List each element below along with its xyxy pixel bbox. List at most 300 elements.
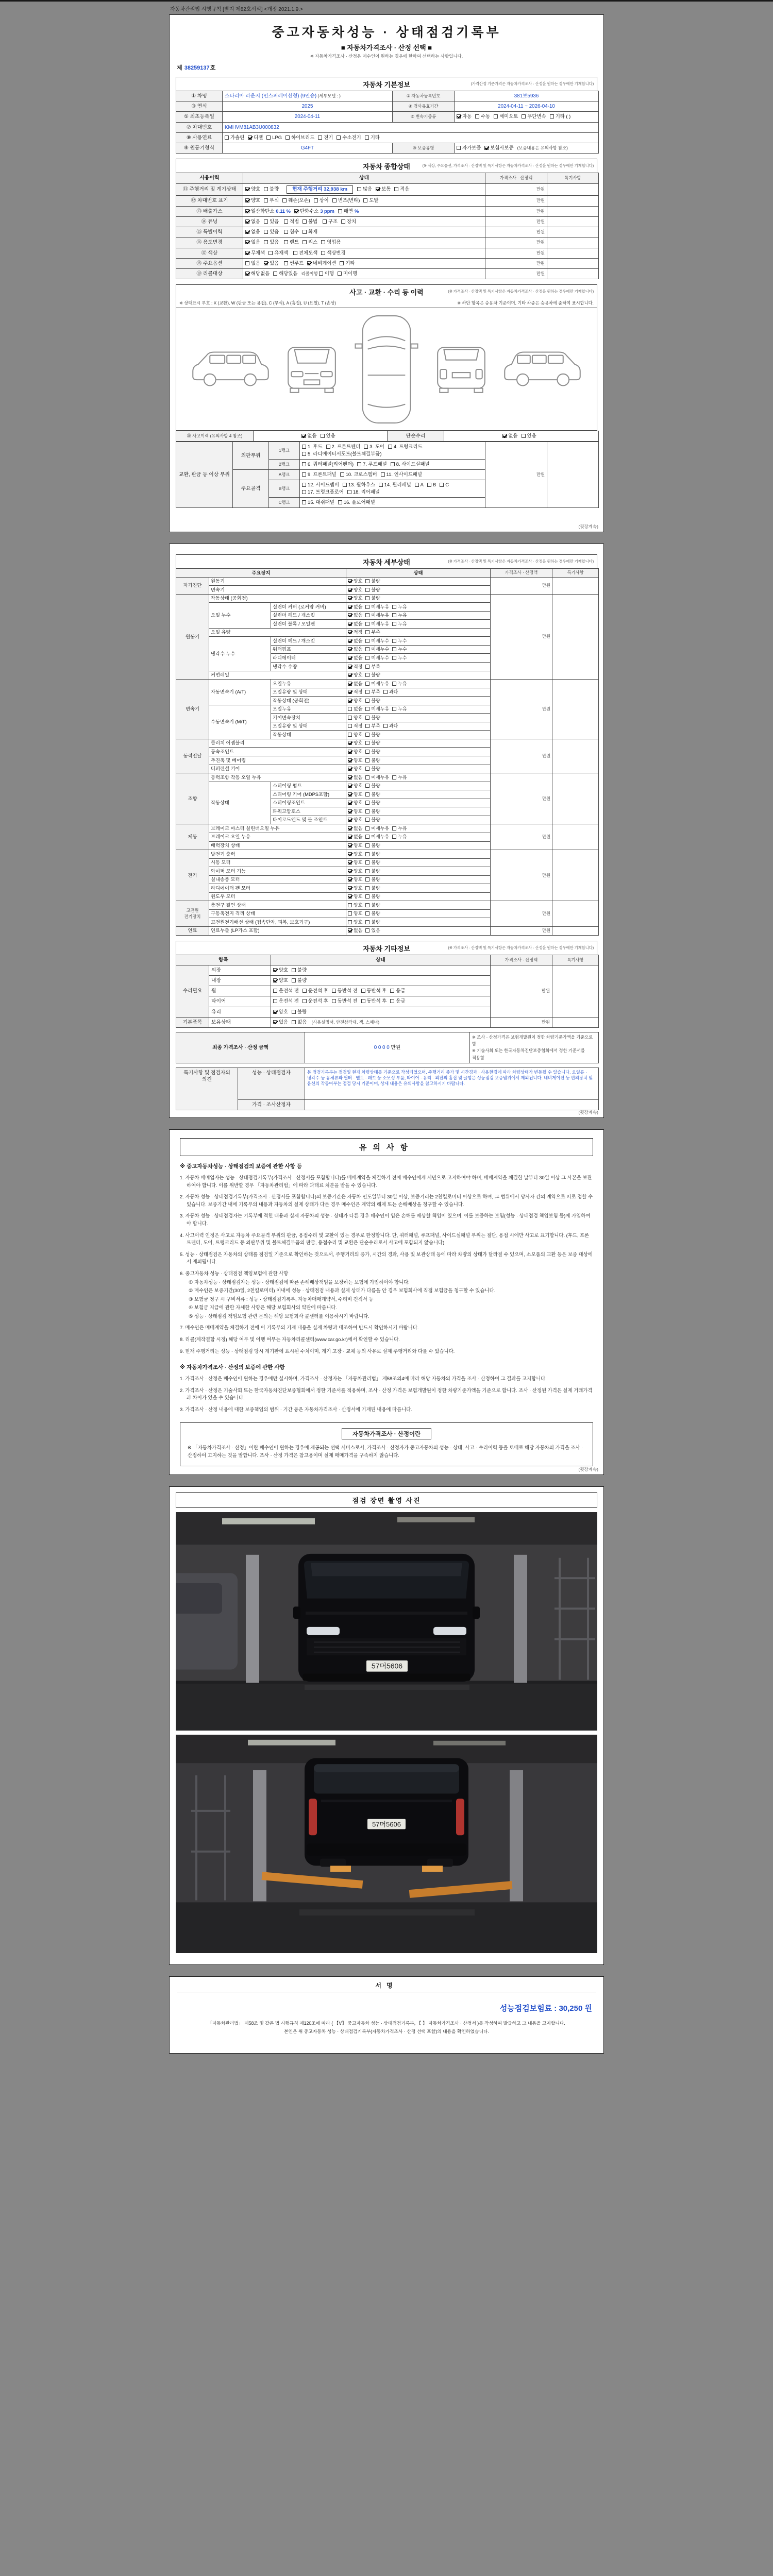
checkbox[interactable]: [365, 665, 369, 669]
checkbox[interactable]: [302, 490, 306, 494]
checkbox-option[interactable]: 없음: [348, 621, 362, 627]
checkbox-option[interactable]: 18. 리어패널: [347, 489, 380, 496]
checkbox[interactable]: [365, 716, 369, 720]
checkbox-option[interactable]: 불량: [365, 715, 380, 721]
checkbox-option[interactable]: 11. 인사이드패널: [381, 471, 422, 478]
checkbox-option[interactable]: 변조(변타): [332, 197, 360, 204]
checkbox[interactable]: [365, 894, 369, 899]
checkbox-option[interactable]: 불량: [365, 808, 380, 815]
checkbox-option[interactable]: 탄화수소 3 ppm: [294, 208, 334, 215]
checkbox[interactable]: [475, 114, 479, 118]
checkbox[interactable]: [365, 877, 369, 882]
checkbox-option[interactable]: 해당있음: [273, 270, 297, 277]
checkbox-option[interactable]: 있음: [321, 433, 335, 439]
checkbox[interactable]: [348, 605, 352, 609]
checkbox[interactable]: [348, 682, 352, 686]
checkbox[interactable]: [245, 219, 249, 224]
checkbox-option[interactable]: 운전석 전: [273, 998, 299, 1005]
checkbox-option[interactable]: A: [415, 482, 424, 488]
checkbox[interactable]: [245, 230, 249, 234]
checkbox[interactable]: [457, 146, 461, 150]
checkbox[interactable]: [365, 724, 369, 728]
checkbox-option[interactable]: 없음: [245, 229, 260, 235]
checkbox[interactable]: [348, 886, 352, 890]
checkbox[interactable]: [338, 209, 342, 213]
checkbox[interactable]: [348, 920, 352, 924]
checkbox-option[interactable]: 불량: [365, 587, 380, 593]
checkbox[interactable]: [383, 724, 388, 728]
checkbox[interactable]: [264, 187, 268, 191]
checkbox[interactable]: [284, 219, 288, 224]
checkbox-option[interactable]: 네비게이션: [307, 260, 336, 267]
checkbox-option[interactable]: 5. 라디에이터서포트(볼트체결부품): [302, 451, 381, 457]
checkbox[interactable]: [365, 869, 369, 873]
checkbox[interactable]: [365, 903, 369, 907]
checkbox[interactable]: [365, 792, 369, 796]
checkbox[interactable]: [314, 198, 318, 202]
checkbox-option[interactable]: 양호: [273, 967, 288, 974]
checkbox-option[interactable]: 없음: [348, 612, 362, 618]
checkbox-option[interactable]: 미세누유: [365, 706, 389, 712]
checkbox-option[interactable]: 자동: [457, 113, 472, 120]
checkbox-option[interactable]: 불량: [292, 977, 307, 984]
checkbox[interactable]: [348, 724, 352, 728]
checkbox-option[interactable]: 불량: [365, 783, 380, 789]
checkbox-option[interactable]: B: [427, 482, 436, 488]
checkbox[interactable]: [319, 272, 323, 276]
checkbox[interactable]: [284, 261, 288, 265]
checkbox-option[interactable]: 미세누유: [365, 834, 389, 840]
checkbox[interactable]: [365, 741, 369, 745]
checkbox[interactable]: [494, 114, 498, 118]
checkbox-option[interactable]: 양호: [348, 808, 362, 815]
checkbox-option[interactable]: 6. 쿼터패널(리어펜더): [302, 461, 354, 468]
checkbox-option[interactable]: 있음: [264, 260, 279, 267]
checkbox[interactable]: [303, 230, 307, 234]
checkbox[interactable]: [392, 707, 396, 711]
checkbox-option[interactable]: 3. 도어: [364, 444, 384, 450]
checkbox-option[interactable]: 없음: [292, 1019, 307, 1026]
checkbox-option[interactable]: 불량: [365, 595, 380, 601]
checkbox[interactable]: [348, 894, 352, 899]
checkbox-option[interactable]: 없음: [348, 681, 362, 687]
checkbox[interactable]: [392, 622, 396, 626]
checkbox[interactable]: [392, 775, 396, 779]
checkbox-option[interactable]: 과다: [383, 723, 398, 729]
checkbox-option[interactable]: 유채색: [268, 250, 288, 257]
checkbox-option[interactable]: 양호: [348, 766, 362, 772]
checkbox[interactable]: [302, 452, 306, 456]
checkbox[interactable]: [365, 622, 369, 626]
checkbox-option[interactable]: 양호: [348, 885, 362, 891]
checkbox-option[interactable]: 화재: [303, 229, 317, 235]
checkbox[interactable]: [365, 682, 369, 686]
checkbox[interactable]: [348, 911, 352, 916]
checkbox[interactable]: [348, 699, 352, 703]
checkbox[interactable]: [284, 230, 288, 234]
checkbox[interactable]: [273, 1010, 277, 1014]
checkbox[interactable]: [392, 613, 396, 617]
checkbox-option[interactable]: 있음: [264, 229, 279, 235]
checkbox-option[interactable]: 양호: [348, 902, 362, 908]
checkbox-option[interactable]: 양호: [348, 919, 362, 925]
checkbox[interactable]: [365, 596, 369, 600]
checkbox[interactable]: [302, 462, 306, 466]
checkbox-option[interactable]: 누유: [392, 774, 407, 781]
checkbox[interactable]: [303, 999, 307, 1003]
checkbox-option[interactable]: 보험사보증: [484, 145, 513, 151]
checkbox[interactable]: [303, 219, 307, 224]
checkbox-option[interactable]: 적정: [348, 689, 362, 695]
checkbox[interactable]: [321, 240, 325, 244]
checkbox[interactable]: [348, 596, 352, 600]
checkbox-option[interactable]: C: [440, 482, 449, 488]
checkbox-option[interactable]: 미세누유: [365, 774, 389, 781]
checkbox-option[interactable]: 적음: [394, 186, 409, 193]
checkbox[interactable]: [273, 999, 277, 1003]
checkbox-option[interactable]: 기타 ( ): [550, 113, 571, 120]
checkbox-option[interactable]: 불량: [365, 749, 380, 755]
checkbox[interactable]: [292, 978, 296, 982]
checkbox[interactable]: [348, 656, 352, 660]
checkbox[interactable]: [392, 656, 396, 660]
checkbox[interactable]: [348, 784, 352, 788]
checkbox-option[interactable]: 적정: [348, 629, 362, 635]
checkbox[interactable]: [245, 187, 249, 191]
checkbox[interactable]: [348, 622, 352, 626]
checkbox[interactable]: [337, 135, 341, 140]
checkbox-option[interactable]: 불량: [365, 672, 380, 678]
checkbox-option[interactable]: 수소전기: [337, 134, 361, 141]
checkbox[interactable]: [522, 114, 526, 118]
checkbox-option[interactable]: 미세누유: [365, 825, 389, 832]
checkbox-option[interactable]: 양호: [348, 859, 362, 866]
checkbox[interactable]: [522, 434, 526, 438]
checkbox-option[interactable]: 7. 루프패널: [357, 461, 387, 468]
checkbox[interactable]: [268, 251, 273, 255]
checkbox-option[interactable]: 있음: [365, 927, 380, 934]
checkbox-option[interactable]: 수동: [475, 113, 490, 120]
checkbox-option[interactable]: 있음: [522, 433, 536, 439]
checkbox-option[interactable]: 과다: [383, 689, 398, 695]
checkbox[interactable]: [347, 490, 351, 494]
checkbox[interactable]: [365, 588, 369, 592]
checkbox-option[interactable]: 있음: [273, 1019, 288, 1026]
checkbox-option[interactable]: 가솔린: [225, 134, 244, 141]
checkbox-option[interactable]: 매연 %: [338, 208, 359, 215]
checkbox[interactable]: [294, 209, 298, 213]
checkbox-option[interactable]: 불량: [365, 876, 380, 883]
checkbox-option[interactable]: 누유: [392, 604, 407, 610]
checkbox-option[interactable]: 16. 플로어패널: [338, 499, 375, 506]
checkbox-option[interactable]: 양호: [348, 868, 362, 874]
checkbox[interactable]: [365, 860, 369, 865]
checkbox[interactable]: [427, 483, 431, 487]
checkbox-option[interactable]: 양호: [348, 893, 362, 900]
checkbox-option[interactable]: 양호: [348, 587, 362, 593]
checkbox[interactable]: [348, 818, 352, 822]
checkbox-option[interactable]: 불량: [365, 732, 380, 738]
checkbox[interactable]: [391, 462, 395, 466]
checkbox[interactable]: [292, 968, 296, 972]
checkbox-option[interactable]: 불량: [365, 902, 380, 908]
checkbox[interactable]: [392, 826, 396, 831]
checkbox-option[interactable]: 없음: [301, 433, 316, 439]
checkbox-option[interactable]: 양호: [273, 1009, 288, 1015]
checkbox[interactable]: [348, 775, 352, 779]
checkbox[interactable]: [348, 903, 352, 907]
checkbox-option[interactable]: 불법: [303, 218, 317, 225]
checkbox[interactable]: [365, 801, 369, 805]
checkbox-option[interactable]: 불량: [365, 910, 380, 917]
checkbox-option[interactable]: 양호: [273, 977, 288, 984]
checkbox[interactable]: [365, 920, 369, 924]
checkbox-option[interactable]: 누유: [392, 681, 407, 687]
checkbox-option[interactable]: 색상변경: [321, 250, 345, 257]
checkbox[interactable]: [348, 665, 352, 669]
checkbox-option[interactable]: 없음: [348, 834, 362, 840]
checkbox-option[interactable]: 불량: [365, 868, 380, 874]
checkbox-option[interactable]: 불량: [365, 791, 380, 798]
checkbox[interactable]: [340, 472, 344, 477]
checkbox[interactable]: [365, 767, 369, 771]
checkbox[interactable]: [303, 240, 307, 244]
checkbox-option[interactable]: 누유: [392, 621, 407, 627]
checkbox[interactable]: [273, 1020, 277, 1024]
checkbox-option[interactable]: 불량: [365, 698, 380, 704]
checkbox[interactable]: [303, 989, 307, 993]
checkbox[interactable]: [273, 989, 277, 993]
checkbox[interactable]: [245, 198, 249, 202]
checkbox[interactable]: [348, 852, 352, 856]
checkbox-option[interactable]: 양호: [348, 791, 362, 798]
checkbox[interactable]: [390, 999, 394, 1003]
checkbox-option[interactable]: 불량: [365, 817, 380, 823]
checkbox[interactable]: [357, 187, 361, 191]
checkbox-option[interactable]: 세미오토: [494, 113, 518, 120]
checkbox[interactable]: [248, 135, 252, 140]
checkbox-option[interactable]: 누유: [392, 834, 407, 840]
checkbox[interactable]: [245, 261, 249, 265]
checkbox[interactable]: [332, 198, 337, 202]
checkbox[interactable]: [365, 647, 369, 651]
checkbox-option[interactable]: 양호: [245, 186, 260, 193]
checkbox[interactable]: [365, 733, 369, 737]
checkbox[interactable]: [365, 852, 369, 856]
checkbox-option[interactable]: 기타: [340, 260, 355, 267]
checkbox-option[interactable]: 미세누유: [365, 621, 389, 627]
checkbox-option[interactable]: 불량: [365, 893, 380, 900]
checkbox-option[interactable]: 미세누유: [365, 612, 389, 618]
checkbox-option[interactable]: 이행: [319, 270, 334, 277]
checkbox-option[interactable]: 1. 후드: [302, 444, 323, 450]
checkbox[interactable]: [365, 579, 369, 583]
checkbox-option[interactable]: 부족: [365, 664, 380, 670]
checkbox-option[interactable]: 불량: [365, 859, 380, 866]
checkbox[interactable]: [348, 630, 352, 634]
checkbox-option[interactable]: 불량: [365, 851, 380, 857]
checkbox[interactable]: [284, 240, 288, 244]
checkbox-option[interactable]: 불량: [292, 1009, 307, 1015]
checkbox-option[interactable]: 양호: [348, 817, 362, 823]
checkbox[interactable]: [264, 198, 268, 202]
checkbox[interactable]: [365, 886, 369, 890]
checkbox-option[interactable]: 구조: [323, 218, 338, 225]
checkbox[interactable]: [365, 613, 369, 617]
checkbox[interactable]: [332, 989, 336, 993]
checkbox[interactable]: [365, 758, 369, 762]
checkbox[interactable]: [415, 483, 419, 487]
checkbox[interactable]: [332, 999, 336, 1003]
checkbox-option[interactable]: 양호: [348, 732, 362, 738]
checkbox[interactable]: [318, 135, 322, 140]
checkbox-option[interactable]: 기타: [365, 134, 380, 141]
checkbox-option[interactable]: 적법: [284, 218, 299, 225]
checkbox[interactable]: [502, 434, 507, 438]
checkbox-option[interactable]: 운전석 후: [303, 988, 328, 994]
checkbox-option[interactable]: 누유: [392, 612, 407, 618]
checkbox[interactable]: [381, 472, 385, 477]
checkbox[interactable]: [302, 483, 306, 487]
checkbox-option[interactable]: 썬루프: [284, 260, 304, 267]
checkbox[interactable]: [365, 630, 369, 634]
checkbox-option[interactable]: 불량: [264, 186, 279, 193]
checkbox[interactable]: [365, 673, 369, 677]
checkbox[interactable]: [307, 261, 311, 265]
checkbox[interactable]: [321, 251, 325, 255]
checkbox[interactable]: [394, 187, 398, 191]
checkbox[interactable]: [348, 588, 352, 592]
checkbox[interactable]: [266, 135, 271, 140]
checkbox-option[interactable]: 미이행: [338, 270, 357, 277]
checkbox-option[interactable]: 14. 필러패널: [379, 482, 411, 488]
checkbox[interactable]: [365, 656, 369, 660]
checkbox-option[interactable]: 불량: [365, 885, 380, 891]
checkbox[interactable]: [365, 750, 369, 754]
checkbox[interactable]: [392, 639, 396, 643]
checkbox[interactable]: [348, 877, 352, 882]
checkbox[interactable]: [264, 240, 268, 244]
checkbox-option[interactable]: 하이브리드: [285, 134, 314, 141]
checkbox[interactable]: [392, 605, 396, 609]
checkbox-option[interactable]: 불량: [365, 919, 380, 925]
checkbox-option[interactable]: 13. 휠하우스: [343, 482, 375, 488]
checkbox-option[interactable]: 12. 사이드멤버: [302, 482, 339, 488]
checkbox-option[interactable]: 부족: [365, 629, 380, 635]
checkbox-option[interactable]: 있음: [264, 239, 279, 246]
checkbox-option[interactable]: 불량: [365, 800, 380, 806]
checkbox[interactable]: [302, 472, 306, 477]
checkbox-option[interactable]: 없음: [348, 825, 362, 832]
checkbox[interactable]: [348, 741, 352, 745]
checkbox-option[interactable]: 응급: [390, 998, 405, 1005]
checkbox-option[interactable]: 15. 대쉬패널: [302, 499, 334, 506]
checkbox[interactable]: [348, 826, 352, 831]
checkbox[interactable]: [348, 809, 352, 814]
checkbox-option[interactable]: 부족: [365, 723, 380, 729]
checkbox[interactable]: [364, 445, 368, 449]
checkbox-option[interactable]: 부족: [365, 689, 380, 695]
checkbox-option[interactable]: 양호: [348, 851, 362, 857]
checkbox[interactable]: [388, 445, 392, 449]
checkbox-option[interactable]: 양호: [348, 757, 362, 764]
checkbox-option[interactable]: 불량: [365, 578, 380, 584]
checkbox[interactable]: [348, 639, 352, 643]
checkbox-option[interactable]: 없음: [348, 927, 362, 934]
checkbox[interactable]: [376, 187, 380, 191]
checkbox[interactable]: [365, 707, 369, 711]
checkbox[interactable]: [365, 843, 369, 848]
checkbox-option[interactable]: 전기: [318, 134, 333, 141]
checkbox-option[interactable]: 있음: [264, 218, 279, 225]
checkbox[interactable]: [484, 146, 489, 150]
checkbox-option[interactable]: 8. 사이드실패널: [391, 461, 430, 468]
checkbox[interactable]: [225, 135, 229, 140]
checkbox-option[interactable]: 자가보증: [457, 145, 481, 151]
checkbox[interactable]: [361, 989, 365, 993]
checkbox[interactable]: [348, 843, 352, 848]
checkbox[interactable]: [348, 733, 352, 737]
checkbox[interactable]: [292, 1020, 296, 1024]
checkbox[interactable]: [348, 792, 352, 796]
checkbox-option[interactable]: 없음: [348, 655, 362, 661]
checkbox-option[interactable]: 동반석 후: [361, 998, 387, 1005]
checkbox-option[interactable]: 누수: [392, 638, 407, 644]
checkbox-option[interactable]: 누수: [392, 655, 407, 661]
checkbox[interactable]: [365, 818, 369, 822]
checkbox-option[interactable]: 양호: [348, 740, 362, 746]
checkbox-option[interactable]: 불량: [365, 757, 380, 764]
checkbox[interactable]: [365, 826, 369, 831]
checkbox-option[interactable]: 양호: [348, 595, 362, 601]
checkbox-option[interactable]: 미세누수: [365, 638, 389, 644]
checkbox[interactable]: [264, 230, 268, 234]
checkbox-option[interactable]: 양호: [348, 749, 362, 755]
checkbox-option[interactable]: 불량: [365, 740, 380, 746]
checkbox-option[interactable]: 동반석 전: [332, 998, 358, 1005]
checkbox[interactable]: [341, 219, 345, 224]
checkbox[interactable]: [338, 500, 342, 504]
checkbox-option[interactable]: 양호: [245, 197, 260, 204]
checkbox[interactable]: [273, 968, 277, 972]
checkbox-option[interactable]: 없음: [348, 774, 362, 781]
checkbox-option[interactable]: 양호: [348, 800, 362, 806]
checkbox[interactable]: [365, 639, 369, 643]
checkbox[interactable]: [365, 775, 369, 779]
checkbox[interactable]: [357, 462, 361, 466]
checkbox-option[interactable]: 동반석 후: [361, 988, 387, 994]
checkbox-option[interactable]: 전체도색: [293, 250, 317, 257]
checkbox[interactable]: [392, 835, 396, 839]
checkbox-option[interactable]: 상이: [314, 197, 329, 204]
checkbox[interactable]: [365, 911, 369, 916]
checkbox[interactable]: [365, 690, 369, 694]
checkbox-option[interactable]: 없음: [502, 433, 517, 439]
checkbox-option[interactable]: 17. 트렁크플로어: [302, 489, 344, 496]
checkbox[interactable]: [390, 989, 394, 993]
checkbox[interactable]: [379, 483, 383, 487]
checkbox-option[interactable]: LPG: [266, 134, 282, 141]
checkbox-option[interactable]: 없음: [348, 638, 362, 644]
checkbox[interactable]: [245, 209, 249, 213]
checkbox[interactable]: [392, 647, 396, 651]
checkbox-option[interactable]: 없음: [245, 260, 260, 267]
checkbox[interactable]: [392, 682, 396, 686]
checkbox[interactable]: [348, 673, 352, 677]
checkbox[interactable]: [348, 613, 352, 617]
checkbox[interactable]: [348, 707, 352, 711]
checkbox-option[interactable]: 양호: [348, 578, 362, 584]
